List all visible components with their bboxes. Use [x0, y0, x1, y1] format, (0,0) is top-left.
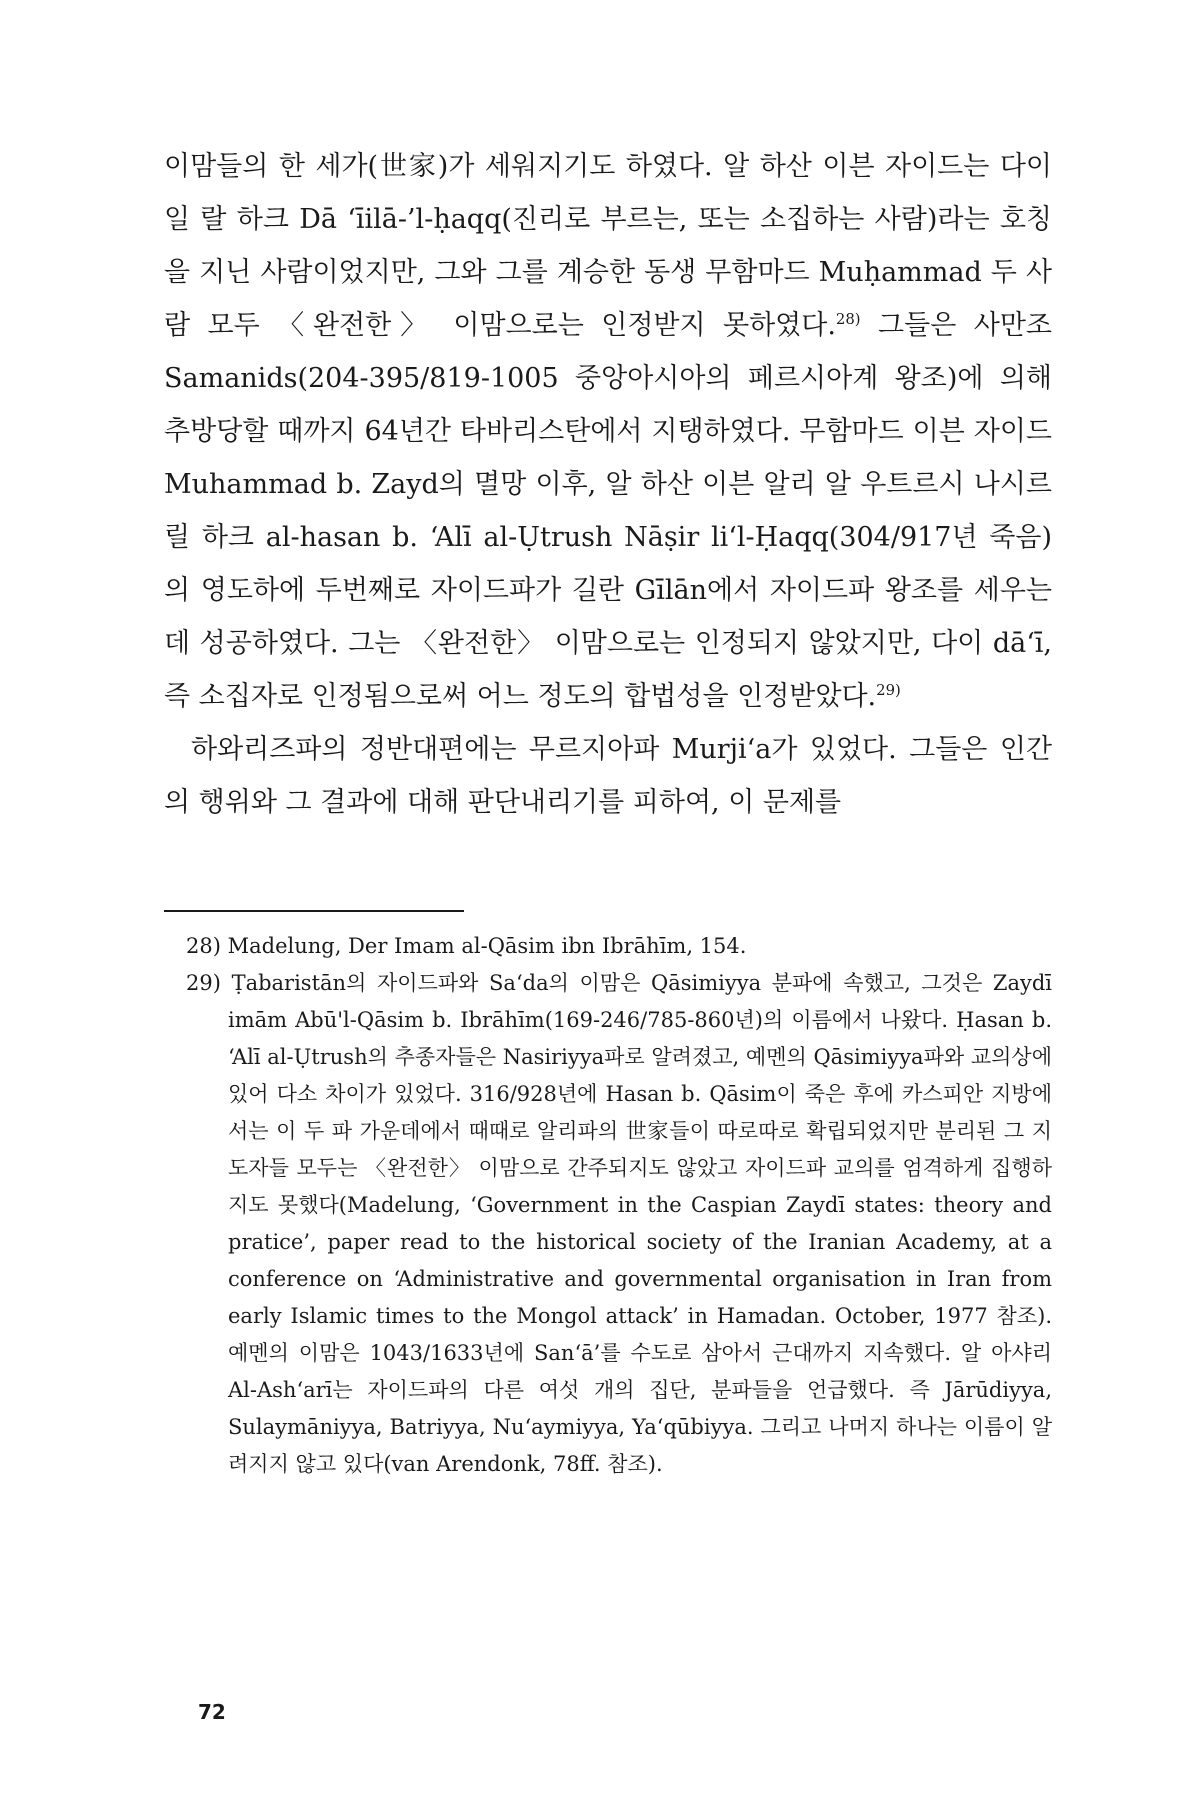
page-number: 72: [198, 1700, 226, 1724]
footnote-28-text: Madelung, Der Imam al-Qāsim ibn Ibrāhīm, 154.: [227, 934, 747, 958]
paragraph-1-part-a: 이맘들의 한 세가(世家)가 세워지기도 하였다. 알 하산 이븐 자이드는 다이 일 랄 하크 Dā ‘īilā-’l-ḥaqq(진리로 부르는, 또는 소집하는 사람)라는 호칭을 지닌 사람이었지만, 그와 그를 계승한 동생 무함마드 Muḥammad 두 사람 모두 〈완전한〉 이맘으로는 인정받지 못하였다.: [164, 151, 1052, 341]
footnote-29-number: 29): [186, 971, 221, 995]
footnote-ref-29: 29): [876, 681, 901, 699]
main-text: [164, 140, 1052, 829]
footnote-28: [186, 928, 1052, 965]
footnote-28-number: 28): [186, 934, 221, 958]
footnote-ref-28: 28): [835, 310, 861, 328]
footnote-separator: [164, 910, 464, 912]
footnotes: [186, 928, 1052, 1483]
footnote-29-text: Ṭabaristān의 자이드파와 Sa‘da의 이맘은 Qāsimiyya 분파에 속했고, 그것은 Zaydī imām Abū'l-Qāsim b. Ibrāhīm(169-246/785-860년)의 이름에서 나왔다. Ḥasan b. ‘Alī al-Ụtrush의 추종자들은 Nasiriyya파로 알려졌고, 예멘의 Qāsimiyya파와 교의상에 있어 다소 차이가 있었다. 316/928년에 Hasan b. Qāsim이 죽은 후에 카스피안 지방에서는 이 두 파 가운데에서 때때로 알리파의 世家들이 따로따로 확립되었지만 분리된 그 지도자들 모두는 〈완전한〉 이맘으로 간주되지도 않았고 자이드파 교의를 엄격하게 집행하지도 못했다(Madelung, ‘Government in the Caspian Zaydī states: theory and pratice’, paper read to the historical society of the Iranian Academy, at a conference on ‘Administrative and governmental organisation in Iran from early Islamic times to the Mongol attack’ in Hamadan. October, 1977 참조). 예멘의 이맘은 1043/1633년에 San‘ā’를 수도로 삼아서 근대까지 지속했다. 알 아샤리 Al-Ash‘arī는 자이드파의 다른 여섯 개의 집단, 분파들을 언급했다. 즉 Jārūdiyya, Sulaymāniyya, Batriyya, Nu‘aymiyya, Ya‘qūbiyya. 그리고 나머지 하나는 이름이 알려지지 않고 있다(van Arendonk, 78ff. 참조).: [228, 971, 1052, 1476]
paragraph-2: 하와리즈파의 정반대편에는 무르지아파 Murji‘a가 있었다. 그들은 인간의 행위와 그 결과에 대해 판단내리기를 피하여, 이 문제를: [164, 734, 1052, 818]
paragraph-1: [164, 140, 1052, 723]
footnote-29: [186, 965, 1052, 1483]
paragraph-1-part-b: 그들은 사만조 Samanids(204-395/819-1005 중앙아시아의 페르시아계 왕조)에 의해 추방당할 때까지 64년간 타바리스탄에서 지탱하였다. 무함마드 이븐 자이드 Muhammad b. Zayd의 멸망 이후, 알 하산 이븐 알리 알 우트르시 나시르 릴 하크 al-hasan b. ‘Alī al-Ụtrush Nāṣir li‘l-Ḥaqq(304/917년 죽음)의 영도하에 두번째로 자이드파가 길란 Gīlān에서 자이드파 왕조를 세우는 데 성공하였다. 그는 〈완전한〉 이맘으로는 인정되지 않았지만, 다이 dā‘ī, 즉 소집자로 인정됨으로써 어느 정도의 합법성을 인정받았다.: [164, 310, 1052, 712]
